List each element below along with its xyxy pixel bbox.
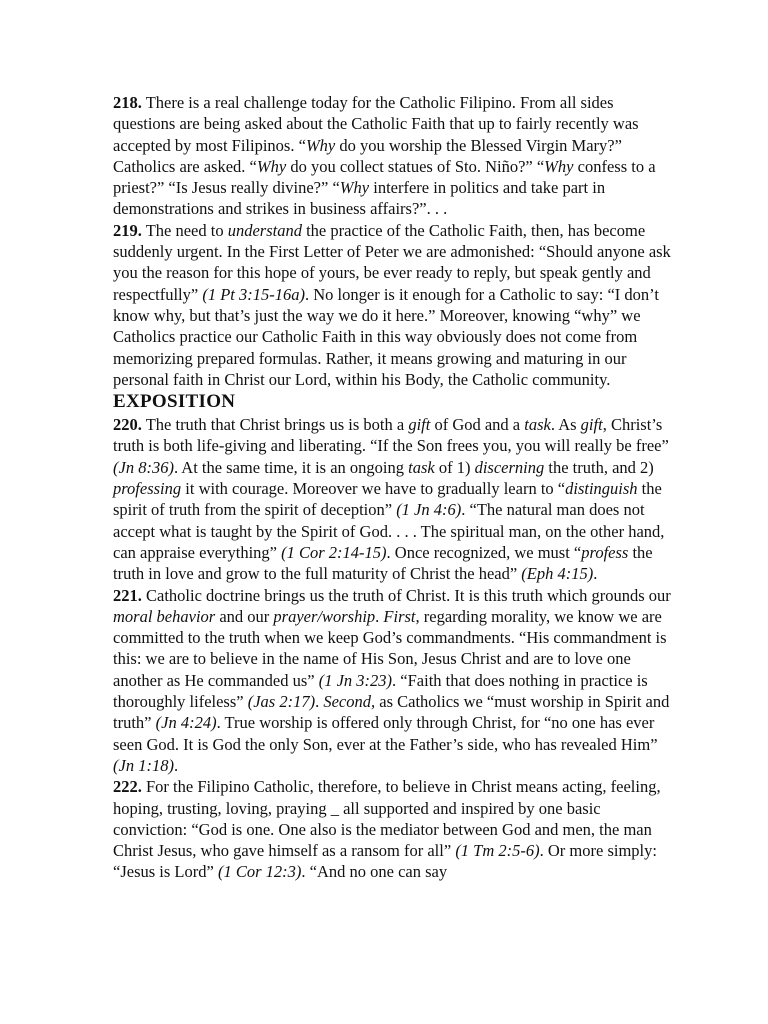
- text-run: . True worship is offered only through Christ, for “no one has ever seen God. It is God the only Son, ever at the Father’s side, who has revealed Him”: [113, 713, 658, 754]
- italic-text-run: Why: [544, 156, 574, 176]
- italic-text-run: (Jn 1:18): [113, 755, 174, 775]
- italic-text-run: Why: [256, 156, 287, 176]
- text-run: .: [315, 692, 324, 712]
- section-heading: EXPOSITION: [113, 391, 236, 413]
- paragraph-number: 221.: [113, 585, 142, 605]
- text-run: The truth that Christ brings us is both a: [141, 415, 409, 435]
- italic-text-run: (Jn 8:36): [113, 457, 174, 477]
- text-run: as Catholics we “must worship in Spirit and truth”: [113, 692, 670, 733]
- italic-text-run: discerning: [474, 457, 545, 477]
- text-run: interfere in politics and take part in demonstrations and strikes in business affairs?”. . .: [113, 178, 606, 219]
- text-run: .: [173, 755, 179, 775]
- text-run: . “The natural man does not accept what is taught by the Spirit of God. . . . The spiritual man, on the other hand, can appraise everything”: [113, 500, 665, 562]
- text-run: of God and a: [430, 415, 525, 435]
- italic-text-run: task: [408, 457, 435, 477]
- italic-text-run: Why: [305, 135, 336, 155]
- italic-text-run: gift: [580, 415, 603, 435]
- italic-text-run: prayer/worship: [273, 606, 376, 626]
- italic-text-run: moral behavior: [113, 606, 216, 626]
- italic-text-run: (1 Jn 4:6): [396, 500, 462, 520]
- text-run: it with courage. Moreover we have to gradually learn to “: [181, 479, 566, 499]
- italic-text-run: (1 Cor 2:14-15): [281, 542, 387, 562]
- text-run: confess to a priest?” “Is Jesus really divine?” “: [113, 156, 656, 198]
- text-run: . As: [550, 415, 581, 435]
- italic-text-run: Second,: [323, 692, 376, 712]
- italic-text-run: (1 Cor 12:3): [217, 862, 302, 882]
- paragraph-220: [113, 414, 673, 584]
- italic-text-run: task: [524, 415, 551, 435]
- text-run: . Or more simply: “Jesus is Lord”: [113, 841, 657, 882]
- paragraph-number: 219.: [113, 220, 142, 240]
- text-run: of 1): [434, 457, 475, 477]
- text-run: The need to: [141, 220, 228, 240]
- text-run: . “And no one can say: [301, 862, 448, 882]
- text-run: For the Filipino Catholic, therefore, to believe in Christ means acting, feeling, hoping, trusting, loving, praying _ all supported and inspired by one basic conviction: “God is one. One also is the mediator between God and men, the man Christ Jesus, who gave himself as a ransom for all”: [113, 777, 661, 861]
- text-run: . Once recognized, we must “: [386, 542, 582, 562]
- text-run: , Christ’s truth is both life-giving and liberating. “If the Son frees you, you will really be free”: [113, 415, 669, 456]
- italic-text-run: (Jn 4:24): [155, 713, 217, 733]
- paragraph-number: 218.: [113, 93, 142, 112]
- text-run: do you collect statues of Sto. Niño?” “: [286, 156, 545, 176]
- italic-text-run: distinguish: [565, 479, 638, 499]
- paragraph-221: [113, 585, 673, 777]
- italic-text-run: (Jas 2:17): [247, 692, 316, 712]
- text-run: . No longer is it enough for a Catholic to say: “I don’t know why, but that’s just the way we do it here.” Moreover, knowing “why” we Catholics practice our Catholic Faith in this way obviously does not come from memorizing prepared formulas. Rather, it means growing and maturing in our personal faith in Christ our Lord, within his Body, the Catholic community.: [113, 284, 659, 389]
- italic-text-run: (1 Jn 3:23): [318, 670, 393, 690]
- italic-text-run: Why: [339, 178, 370, 198]
- italic-text-run: (Eph 4:15): [521, 564, 594, 584]
- text-run: .: [375, 606, 384, 626]
- italic-text-run: (1 Pt 3:15-16a): [202, 284, 305, 304]
- paragraph-number: 220.: [113, 415, 142, 435]
- text-run: do you worship the Blessed Virgin Mary?” Catholics are asked. “: [113, 135, 622, 176]
- document-page: [113, 92, 673, 883]
- text-run: . “Faith that does nothing in practice is thoroughly lifeless”: [113, 670, 648, 712]
- text-run: Catholic doctrine brings us the truth of Christ. It is this truth which grounds our: [141, 585, 671, 605]
- text-run: the spirit of truth from the spirit of deception”: [113, 479, 662, 520]
- paragraph-222: [113, 776, 673, 882]
- text-run: the truth, and 2): [544, 457, 654, 477]
- paragraph-218: [113, 92, 673, 220]
- italic-text-run: understand: [227, 220, 302, 240]
- text-run: , regarding morality, we know we are committed to the truth when we keep God’s commandments. “His commandment is this: we are to believe in the name of His Son, Jesus Christ and are to love one another as He commanded us”: [113, 606, 667, 690]
- paragraph-219: [113, 220, 673, 390]
- italic-text-run: First: [383, 606, 416, 626]
- italic-text-run: profess: [581, 542, 629, 562]
- italic-text-run: professing: [113, 479, 182, 499]
- text-run: and our: [215, 606, 274, 626]
- text-run: . At the same time, it is an ongoing: [173, 457, 409, 477]
- text-run: .: [593, 564, 598, 584]
- text-run: There is a real challenge today for the Catholic Filipino. From all sides questions are being asked about the Catholic Faith that up to fairly recently was accepted by most Filipinos. “: [113, 93, 639, 155]
- italic-text-run: gift: [408, 415, 431, 435]
- text-run: the truth in love and grow to the full maturity of Christ the head”: [113, 542, 653, 584]
- paragraph-number: 222.: [113, 777, 142, 797]
- text-run: the practice of the Catholic Faith, then, has become suddenly urgent. In the First Letter of Peter we are admonished: “Should anyone ask you the reason for this hope of yours, be ever ready to reply, but speak gently and respectfully”: [113, 220, 671, 304]
- italic-text-run: (1 Tm 2:5-6): [455, 841, 540, 861]
